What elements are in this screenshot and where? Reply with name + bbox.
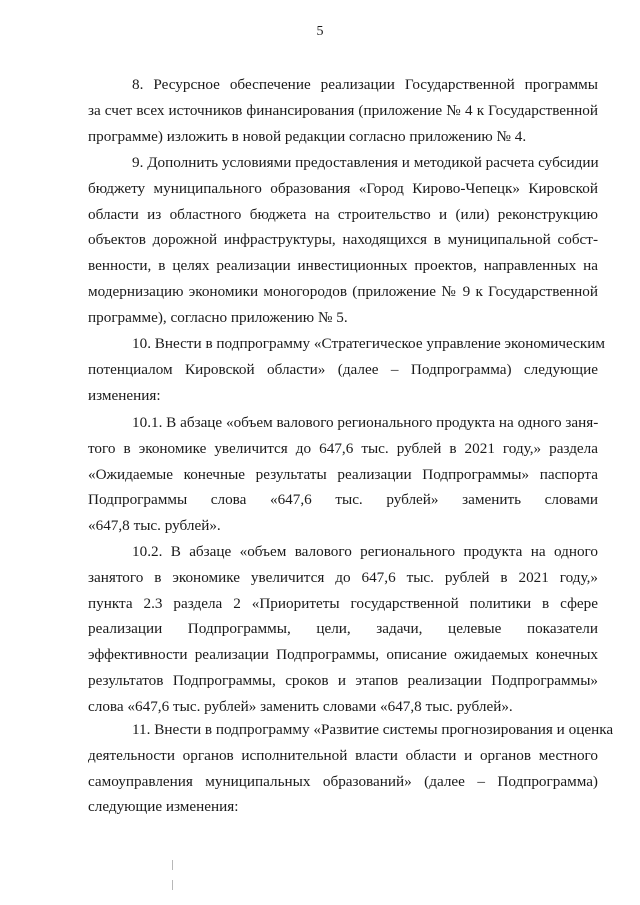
text-line: «647,8 тыс. рублей». bbox=[88, 517, 221, 535]
text-line: пункта 2.3 раздела 2 «Приоритеты государственной политики в сфере bbox=[88, 594, 598, 612]
text-line: эффективности реализации Подпрограммы, описание ожидаемых конечных bbox=[88, 646, 598, 664]
text-line: занятого в экономике увеличится до 647,6 тыс. рублей в 2021 году,» bbox=[88, 568, 598, 586]
text-line: программе), согласно приложению № 5. bbox=[88, 308, 348, 326]
page-number: 5 bbox=[316, 24, 324, 39]
text-line: того в экономике увеличится до 647,6 тыс. рублей в 2021 году,» раздела bbox=[88, 439, 598, 457]
paragraph-10 bbox=[88, 331, 606, 408]
text-line: деятельности органов исполнительной власти области и органов местного bbox=[88, 746, 598, 764]
paragraph-10-1 bbox=[88, 410, 598, 539]
paragraph-9 bbox=[88, 150, 598, 331]
text-line: модернизацию экономики моногородов (приложение № 9 к Государственной bbox=[88, 282, 598, 300]
text-line: 10.1. В абзаце «объем валового регионального продукта на одного заня- bbox=[132, 414, 599, 431]
text-line: программе) изложить в новой редакции согласно приложению № 4. bbox=[88, 127, 527, 145]
scan-mark bbox=[172, 860, 173, 870]
text-line: следующие изменения: bbox=[88, 798, 239, 816]
text-line: 11. Внести в подпрограмму «Развитие системы прогнозирования и оценка bbox=[132, 721, 614, 738]
text-line: 8. Ресурсное обеспечение реализации Государственной программы bbox=[132, 76, 598, 93]
text-line: потенциалом Кировской области» (далее – Подпрограмма) следующие bbox=[88, 360, 598, 378]
text-line: результатов Подпрограммы, сроков и этапов реализации Подпрограммы» bbox=[88, 671, 598, 689]
text-line: бюджету муниципального образования «Город Кирово-Чепецк» Кировской bbox=[88, 179, 598, 197]
text-line: Подпрограммы слова «647,6 тыс. рублей» заменить словами bbox=[88, 491, 598, 509]
text-line: изменения: bbox=[88, 386, 161, 404]
text-line: самоуправления муниципальных образований» (далее – Подпрограмма) bbox=[88, 772, 598, 790]
text-line: за счет всех источников финансирования (приложение № 4 к Государственной bbox=[88, 101, 598, 119]
text-line: объектов дорожной инфраструктуры, находящихся в муниципальной собст- bbox=[88, 231, 598, 249]
text-line: реализации Подпрограммы, цели, задачи, целевые показатели bbox=[88, 620, 598, 638]
paragraph-8 bbox=[88, 72, 598, 149]
text-line: 10.2. В абзаце «объем валового регионального продукта на одного bbox=[132, 543, 598, 560]
scan-mark bbox=[172, 880, 173, 890]
text-line: 10. Внести в подпрограмму «Стратегическое управление экономическим bbox=[132, 335, 606, 352]
text-line: «Ожидаемые конечные результаты реализации Подпрограммы» паспорта bbox=[88, 465, 598, 483]
text-line: венности, в целях реализации инвестиционных проектов, направленных на bbox=[88, 257, 598, 275]
text-line: области из областного бюджета на строительство и (или) реконструкцию bbox=[88, 205, 598, 223]
text-line: 9. Дополнить условиями предоставления и методикой расчета субсидии bbox=[132, 154, 599, 171]
paragraph-11 bbox=[88, 717, 614, 820]
paragraph-10-2 bbox=[88, 539, 598, 720]
text-line: слова «647,6 тыс. рублей» заменить словами «647,8 тыс. рублей». bbox=[88, 697, 513, 715]
